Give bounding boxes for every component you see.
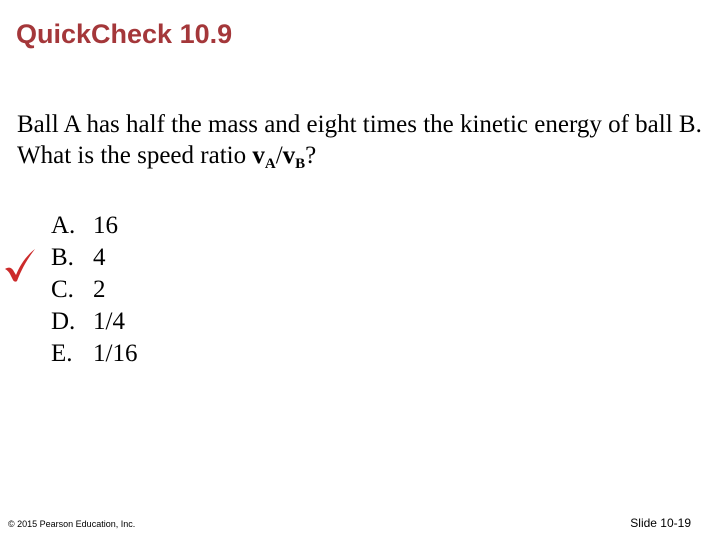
question-text: [17, 109, 707, 171]
choice-a: [0, 210, 300, 242]
ratio-slash: /: [275, 142, 283, 169]
slide-number: Slide 10-19: [630, 516, 691, 530]
choice-e: [0, 338, 300, 370]
choice-letter: E.: [51, 340, 73, 367]
subscript-b: B: [295, 156, 306, 172]
subscript-a: A: [264, 156, 276, 172]
copyright-footer: © 2015 Pearson Education, Inc.: [8, 519, 136, 529]
choice-letter: C.: [51, 276, 74, 303]
velocity-symbol-a: v: [252, 142, 265, 169]
question-stem: Ball A has half the mass and eight times the kinetic energy of ball B. What is the speed ratio: [17, 111, 702, 169]
choice-value: 2: [93, 276, 106, 303]
choice-value: 1/16: [93, 340, 138, 367]
choice-d: [0, 306, 300, 338]
choice-b: [0, 242, 300, 274]
choice-letter: B.: [51, 244, 74, 271]
slide-title: QuickCheck 10.9: [16, 19, 233, 49]
choice-value: 1/4: [93, 308, 125, 335]
question-mark: ?: [305, 142, 317, 169]
checkmark-icon: [4, 248, 36, 282]
choice-letter: A.: [51, 212, 76, 239]
choice-value: 4: [93, 244, 106, 271]
choice-value: 16: [93, 212, 118, 239]
velocity-symbol-b: v: [282, 142, 296, 169]
choice-c: [0, 274, 300, 306]
choice-letter: D.: [51, 308, 76, 335]
